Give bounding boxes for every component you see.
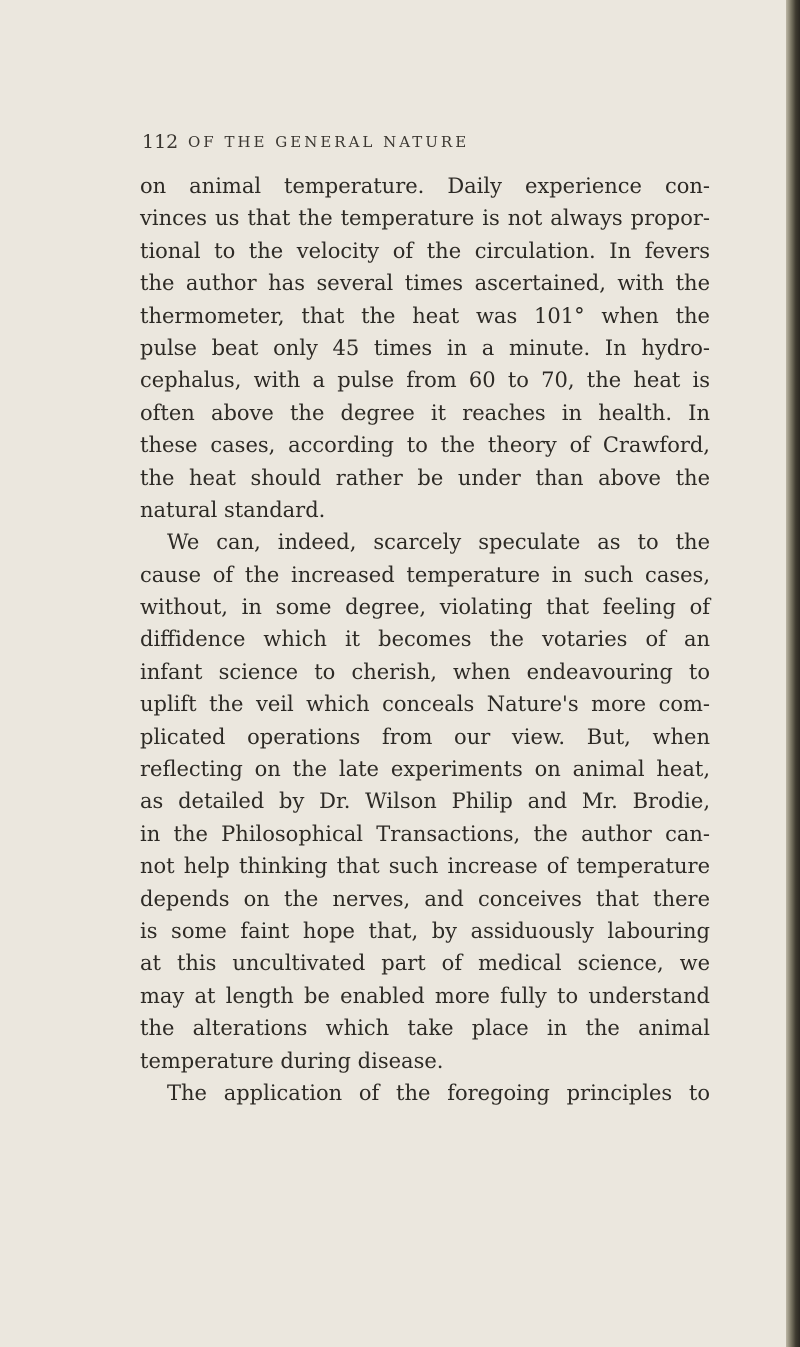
page-number: 112 [142, 131, 179, 153]
text-line: depends on the nerves, and conceives that there [140, 886, 710, 911]
text-line: at this uncultivated part of medical science, we [140, 951, 710, 976]
text-line: these cases, according to the theory of Crawford, [140, 433, 710, 458]
text-line: on animal temperature. Daily experience con- [140, 174, 710, 198]
text-line: thermometer, that the heat was 101° when the [140, 303, 710, 328]
text-line: without, in some degree, violating that feeling of [140, 595, 710, 620]
text-line: infant science to cherish, when endeavouring to [140, 659, 710, 684]
text-line: tional to the velocity of the circulation. In fevers [140, 238, 710, 263]
text-line: is some faint hope that, by assiduously labouring [140, 918, 710, 943]
body-text [140, 170, 710, 1109]
text-line: pulse beat only 45 times in a minute. In hydro- [140, 335, 710, 360]
text-line: in the Philosophical Transactions, the author can- [140, 821, 710, 846]
text-line: as detailed by Dr. Wilson Philip and Mr. Brodie, [140, 789, 710, 814]
text-line: The application of the foregoing principles to [167, 1080, 710, 1105]
text-line: plicated operations from our view. But, when [140, 724, 710, 749]
text-line: the heat should rather be under than above the [140, 465, 710, 490]
text-line: reflecting on the late experiments on animal heat, [140, 757, 710, 782]
running-header [142, 131, 642, 159]
text-line: cause of the increased temperature in such cases, [140, 562, 710, 587]
text-line: vinces us that the temperature is not always propor- [140, 206, 710, 231]
text-line: the author has several times ascertained, with the [140, 271, 710, 296]
text-line: diffidence which it becomes the votaries of an [140, 627, 710, 652]
text-line: often above the degree it reaches in health. In [140, 400, 710, 425]
text-line: uplift the veil which conceals Nature's more com- [140, 692, 710, 717]
page-edge [786, 0, 800, 1347]
text-line: We can, indeed, scarcely speculate as to the [167, 530, 710, 555]
text-line: cephalus, with a pulse from 60 to 70, the heat is [140, 368, 710, 393]
text-line: may at length be enabled more fully to understand [140, 983, 710, 1008]
text-line: temperature during disease. [140, 1048, 444, 1073]
text-line: natural standard. [140, 497, 326, 522]
text-line: the alterations which take place in the animal [140, 1016, 710, 1041]
running-title: OF THE GENERAL NATURE [188, 133, 470, 151]
text-line: not help thinking that such increase of temperature [140, 854, 710, 879]
